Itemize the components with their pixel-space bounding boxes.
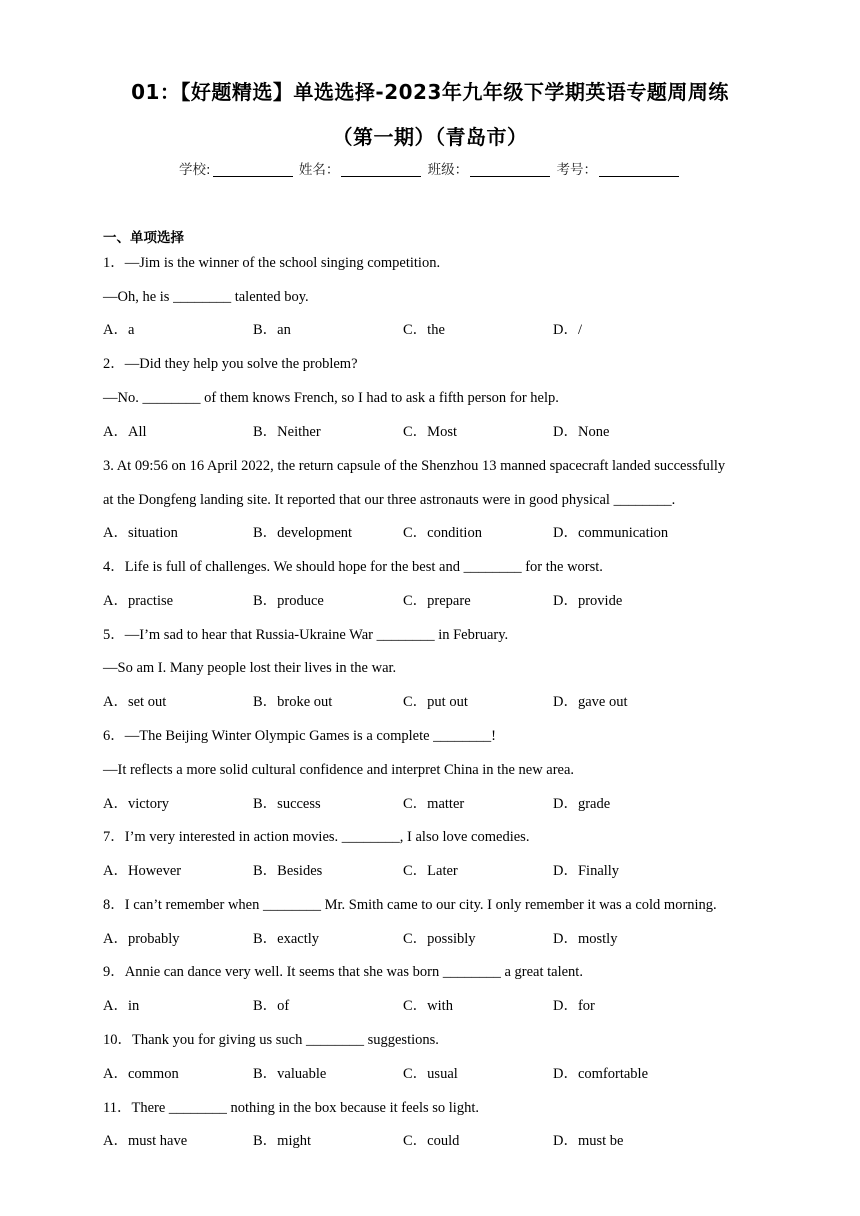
- class-label: 班级：: [427, 162, 469, 178]
- class-blank[interactable]: [470, 162, 550, 177]
- name-blank[interactable]: [341, 162, 421, 177]
- school-blank[interactable]: [213, 162, 293, 177]
- option-a[interactable]: A．All: [103, 424, 147, 440]
- exam-number-label: 考号：: [556, 162, 597, 178]
- option-c[interactable]: C．usual: [403, 1066, 458, 1082]
- question-text: 8．I can’t remember when ________ Mr. Smith came to our city. I only remember it was a cold morning.: [103, 897, 717, 913]
- option-b[interactable]: B．development: [253, 525, 353, 541]
- question-text: —It reflects a more solid cultural confidence and interpret China in the new area.: [103, 762, 575, 778]
- option-d[interactable]: D．gave out: [553, 694, 628, 710]
- option-a[interactable]: A．situation: [103, 525, 178, 541]
- option-b[interactable]: B．an: [253, 322, 291, 338]
- option-d[interactable]: D．comfortable: [553, 1066, 649, 1082]
- question-text: —No. ________ of them knows French, so I had to ask a fifth person for help.: [103, 390, 559, 406]
- option-a[interactable]: A．However: [103, 863, 182, 879]
- question-text: 9．Annie can dance very well. It seems that she was born ________ a great talent.: [103, 964, 583, 980]
- option-d[interactable]: D．must be: [553, 1133, 624, 1149]
- question-text: 7．I’m very interested in action movies. ________, I also love comedies.: [103, 829, 530, 845]
- question-text: —Oh, he is ________ talented boy.: [103, 289, 309, 305]
- option-d[interactable]: D．Finally: [553, 863, 620, 879]
- page-subtitle: （第一期）（青岛市）: [332, 125, 528, 149]
- option-c[interactable]: C．with: [403, 998, 453, 1014]
- option-c[interactable]: C．Later: [403, 863, 458, 879]
- option-b[interactable]: B．of: [253, 998, 290, 1014]
- option-d[interactable]: D．provide: [553, 593, 623, 609]
- option-c[interactable]: C．condition: [403, 525, 482, 541]
- option-c[interactable]: C．the: [403, 322, 445, 338]
- option-a[interactable]: A．must have: [103, 1133, 188, 1149]
- student-info-row: [0, 158, 860, 178]
- exam-number-blank[interactable]: [599, 162, 679, 177]
- option-b[interactable]: B．might: [253, 1133, 312, 1149]
- option-b[interactable]: B．produce: [253, 593, 324, 609]
- option-a[interactable]: A．common: [103, 1066, 179, 1082]
- option-d[interactable]: D．/: [553, 322, 582, 338]
- option-a[interactable]: A．victory: [103, 796, 170, 812]
- option-c[interactable]: C．put out: [403, 694, 468, 710]
- option-b[interactable]: B．success: [253, 796, 321, 812]
- question-text: 11．There ________ nothing in the box because it feels so light.: [103, 1100, 479, 1116]
- question-text: 4．Life is full of challenges. We should hope for the best and ________ for the worst.: [103, 559, 603, 575]
- option-a[interactable]: A．a: [103, 322, 135, 338]
- option-b[interactable]: B．exactly: [253, 931, 320, 947]
- option-d[interactable]: D．communication: [553, 525, 669, 541]
- option-c[interactable]: C．could: [403, 1133, 460, 1149]
- option-d[interactable]: D．grade: [553, 796, 611, 812]
- question-text: 5．—I’m sad to hear that Russia-Ukraine War ________ in February.: [103, 627, 509, 643]
- option-c[interactable]: C．possibly: [403, 931, 476, 947]
- name-label: 姓名：: [298, 162, 340, 178]
- page-title: 01：【好题精选】单选选择-2023年九年级下学期英语专题周周练: [131, 80, 729, 104]
- option-a[interactable]: A．probably: [103, 931, 180, 947]
- question-text: —So am I. Many people lost their lives in the war.: [103, 660, 397, 676]
- option-c[interactable]: C．Most: [403, 424, 457, 440]
- option-d[interactable]: D．mostly: [553, 931, 618, 947]
- question-text: 2．—Did they help you solve the problem?: [103, 356, 358, 372]
- option-c[interactable]: C．matter: [403, 796, 465, 812]
- school-label: 学校:: [179, 162, 211, 178]
- question-text: 3. At 09:56 on 16 April 2022, the return capsule of the Shenzhou 13 manned spacecraft landed successfully: [103, 458, 726, 474]
- option-b[interactable]: B．Besides: [253, 863, 323, 879]
- section-title: 一、单项选择: [103, 230, 184, 246]
- question-text: 10．Thank you for giving us such ________ suggestions.: [103, 1032, 439, 1048]
- option-c[interactable]: C．prepare: [403, 593, 471, 609]
- option-a[interactable]: A．in: [103, 998, 140, 1014]
- option-a[interactable]: A．set out: [103, 694, 167, 710]
- option-b[interactable]: B．broke out: [253, 694, 333, 710]
- question-text: at the Dongfeng landing site. It reported that our three astronauts were in good physical ________.: [103, 492, 676, 508]
- option-d[interactable]: D．None: [553, 424, 610, 440]
- option-d[interactable]: D．for: [553, 998, 595, 1014]
- question-text: 1．—Jim is the winner of the school singing competition.: [103, 255, 441, 271]
- option-a[interactable]: A．practise: [103, 593, 174, 609]
- question-text: 6．—The Beijing Winter Olympic Games is a complete ________!: [103, 728, 496, 744]
- option-b[interactable]: B．valuable: [253, 1066, 327, 1082]
- option-b[interactable]: B．Neither: [253, 424, 321, 440]
